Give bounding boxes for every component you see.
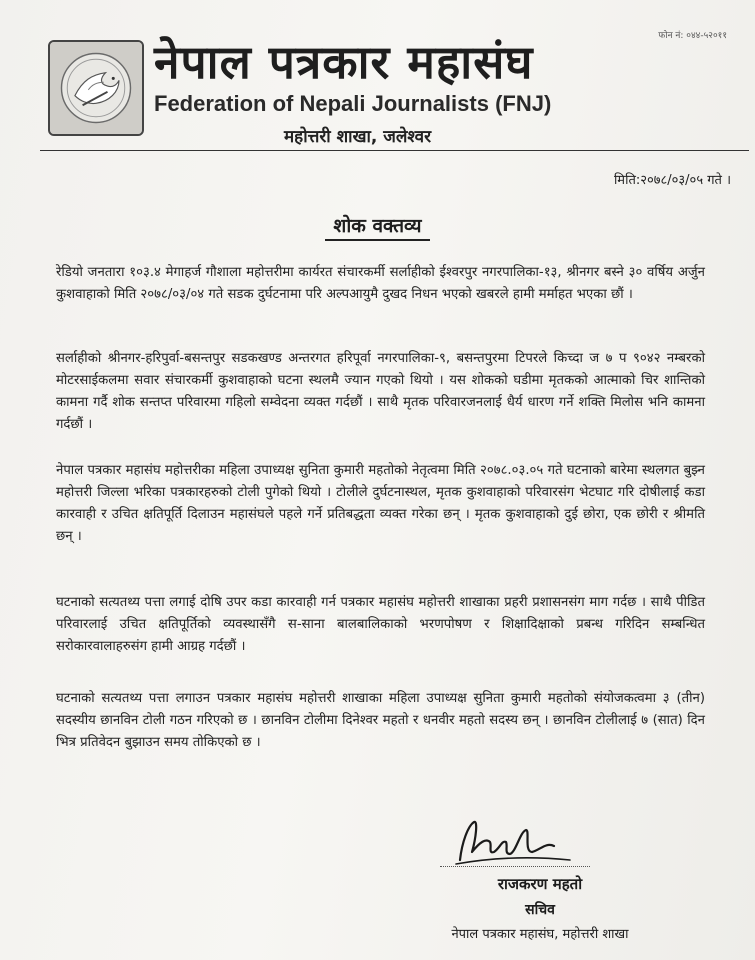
paragraph-3: नेपाल पत्रकार महासंघ महोत्तरीका महिला उपाध्यक्ष सुनिता कुमारी महतोको नेतृत्वमा मिति २०७८.०३.०५ गते घटनाको बारेमा स्थलगत बुझ्न महोत्तरी जिल्ला भरिका पत्रकारहरुको टोली पुगेको थियो । टोलीले दुर्घटनास्थल, मृतक कुशवाहाको परिवारसंग भेटघाट गरि दोषीलाई कडा कारवाही र उचित क्षतिपूर्ति दिलाउन महासंघले पहले गर्ने प्रतिबद्धता व्यक्त गरेका छन् । मृतक कुशवाहाको दुई छोरा, एक छोरी र श्रीमति छन् । [56, 463, 705, 544]
dove-emblem-icon [48, 40, 144, 136]
header-divider [40, 150, 749, 151]
heading-text: शोक वक्तव्य [325, 215, 429, 241]
signatory-organization: नेपाल पत्रकार महासंघ, महोत्तरी शाखा [451, 927, 629, 942]
letter-date: मिति:२०७८/०३/०५ गते । [613, 173, 731, 188]
handwritten-signature-icon [450, 812, 600, 872]
phone-number: फोन नं: ०४४-५२०११ [658, 31, 727, 41]
paragraph-5: घटनाको सत्यतथ्य पत्ता लगाउन पत्रकार महासंघ महोत्तरी शाखाका महिला उपाध्यक्ष सुनिता कुमारी महतोको संयोजकत्वमा ३ (तीन) सदस्यीय छानविन टोली गठन गरिएको छ । छानविन टोलीमा दिनेश्वर महतो र धनवीर महतो सदस्य छन् । छानविन टोलीलाई ७ (सात) दिन भित्र प्रतिवेदन बुझाउन समय तोकिएको छ । [56, 691, 705, 750]
branch-name: महोत्तरी शाखा, जलेश्वर [284, 127, 432, 147]
paragraph-1: रेडियो जनतारा १०३.४ मेगाहर्ज गौशाला महोत्तरीमा कार्यरत संचारकर्मी सर्लाहीको ईश्वरपुर नगरपालिका-१३, श्रीनगर बस्ने ३० वर्षिय अर्जुन कुशवाहाको मिति २०७८/०३/०४ गते सडक दुर्घटनामा परि अल्पआयुमै दुखद निधन भएको खबरले हामी मर्माहत भएका छौं । [56, 265, 705, 302]
org-title-english: Federation of Nepali Journalists (FNJ) [154, 91, 552, 116]
signatory-name: राजकरण महतो [497, 875, 583, 893]
document-heading [0, 212, 755, 238]
org-title-nepali: नेपाल पत्रकार महासंघ [154, 35, 534, 89]
signature-line [440, 866, 590, 867]
paragraph-4: घटनाको सत्यतथ्य पत्ता लगाई दोषि उपर कडा कारवाही गर्न पत्रकार महासंघ महोत्तरी शाखाका प्रहरी प्रशासनसंग माग गर्दछ । साथै पीडित परिवारलाई उचित क्षतिपूर्तिको व्यवस्थासँगै स-साना बालबालिकाको भरणपोषण र शिक्षादिक्षाको प्रबन्ध गरिदिन सम्बन्धित सरोकारवालाहरुसंग हामी आग्रह गर्दछौं । [56, 595, 705, 654]
paragraph-2: सर्लाहीको श्रीनगर-हरिपुर्वा-बसन्तपुर सडकखण्ड अन्तरगत हरिपूर्वा नगरपालिका-९, बसन्तपुरमा टिपरले किच्दा ज ७ प ९०४२ नम्बरको मोटरसाईकलमा सवार संचारकर्मी कुशवाहाको घटना स्थलमै ज्यान गएको थियो । यस शोकको घडीमा मृतकको आत्माको चिर शान्तिको कामना गर्दै शोक सन्तप्त परिवारमा गहिलो सम्वेदना व्यक्त गर्दछौं । साथै मृतक परिवारजनलाई धैर्य धारण गर्ने शक्ति मिलोस भनि कामना गर्दछौं । [56, 351, 705, 432]
signatory-title: सचिव [525, 902, 555, 918]
